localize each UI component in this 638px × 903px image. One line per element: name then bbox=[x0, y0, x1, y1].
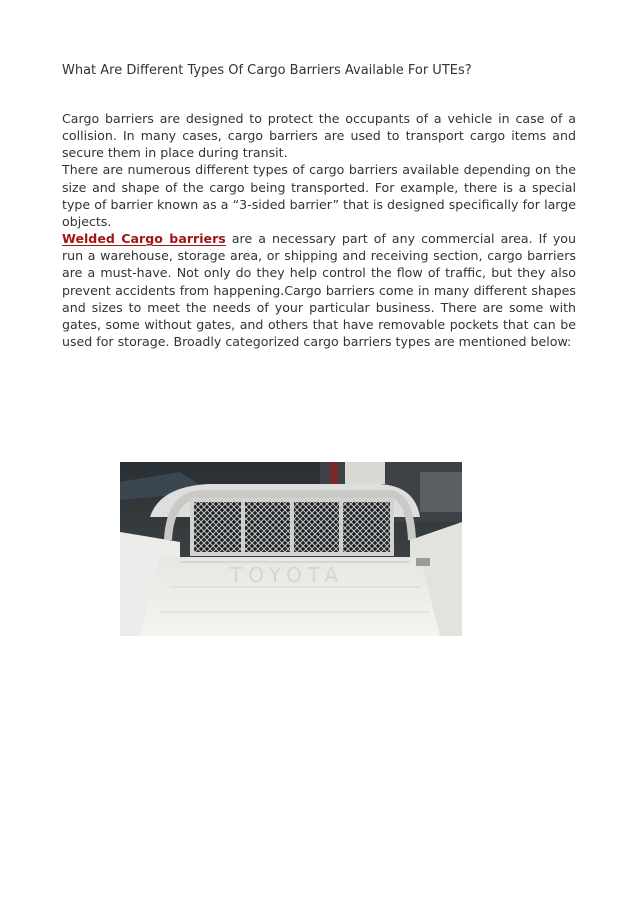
page-title: What Are Different Types Of Cargo Barriers Available For UTEs? bbox=[62, 63, 472, 78]
cargo-barrier-photo bbox=[120, 462, 462, 636]
article-body bbox=[62, 110, 576, 350]
welded-cargo-barriers-link[interactable]: Welded Cargo barriers bbox=[62, 231, 226, 247]
paragraph-welded bbox=[62, 230, 576, 350]
svg-text:TOYOTA: TOYOTA bbox=[230, 563, 345, 587]
paragraph-welded-text: are a necessary part of any commercial area. If you run a warehouse, storage area, or shipping and receiving section, cargo barriers are a must-have. Not only do they help control the flow of traffic, but they also prevent accidents from happening.Cargo barriers come in many different shapes and sizes to meet the needs of your particular business. There are some with gates, some without gates, and others that have removable pockets that can be used for storage. Broadly categorized cargo barriers types are mentioned below: bbox=[62, 231, 576, 350]
paragraph-types: There are numerous different types of cargo barriers available depending on the size and shape of the cargo being transported. For example, there is a special type of barrier known as a “3-sided barrier” that is designed specifically for large objects. bbox=[62, 162, 576, 229]
paragraph-intro: Cargo barriers are designed to protect the occupants of a vehicle in case of a collision. In many cases, cargo barriers are used to transport cargo items and secure them in place during transit. bbox=[62, 111, 576, 161]
